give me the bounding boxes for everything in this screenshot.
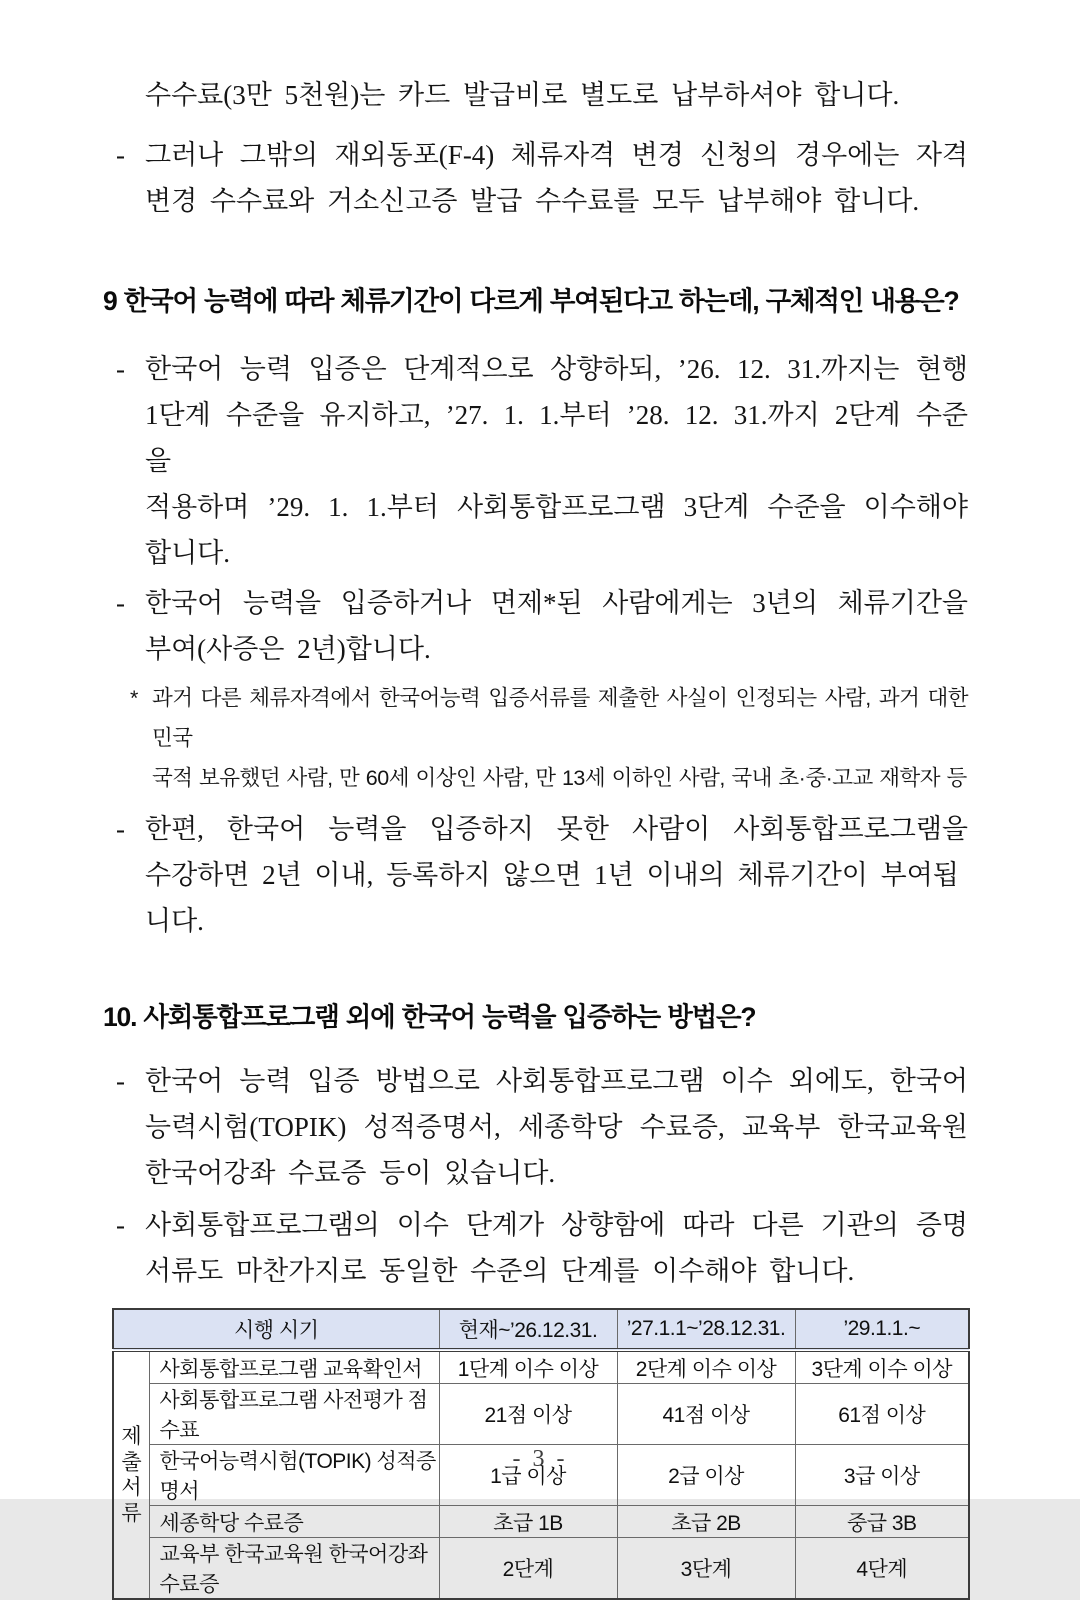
value-cell: 61점 이상 — [795, 1384, 969, 1445]
value-cell: 중급 3B — [795, 1506, 969, 1538]
value-cell: 4단계 — [795, 1538, 969, 1600]
paragraph-line: 부여(사증은 2년)합니다. — [145, 634, 431, 664]
q10-bullet-2 — [112, 1202, 968, 1294]
paragraph-line: 그러나 그밖의 재외동포(F-4) 체류자격 변경 신청의 경우에는 자격 — [145, 140, 968, 170]
header-cell-2029: ’29.1.1.~ — [795, 1309, 969, 1350]
value-cell: 2단계 — [439, 1538, 617, 1600]
value-cell: 초급 1B — [439, 1506, 617, 1538]
value-cell: 41점 이상 — [617, 1384, 795, 1445]
dash-bullet-marker: - — [116, 588, 125, 618]
table-row — [113, 1506, 969, 1538]
table-row — [113, 1538, 969, 1600]
paragraph-line: 서류도 마찬가지로 동일한 수준의 단계를 이수해야 합니다. — [145, 1256, 855, 1286]
value-cell: 1급 이상 — [439, 1445, 617, 1506]
asterisk-footnote-marker: * — [130, 686, 138, 710]
value-cell: 3단계 — [617, 1538, 795, 1600]
paragraph-line: 능력시험(TOPIK) 성적증명서, 세종학당 수료증, 교육부 한국교육원 — [145, 1112, 968, 1142]
paragraph-line: 한국어 능력 입증 방법으로 사회통합프로그램 이수 외에도, 한국어 — [145, 1066, 968, 1096]
document-name-cell: 사회통합프로그램 사전평가 점수표 — [149, 1384, 439, 1445]
value-cell: 1단계 이수 이상 — [439, 1350, 617, 1384]
header-cell-2027-2028: ’27.1.1~’28.12.31. — [617, 1309, 795, 1350]
value-cell: 3단계 이수 이상 — [795, 1350, 969, 1384]
footnote-line: 과거 다른 체류자격에서 한국어능력 입증서류를 제출한 사실이 인정되는 사람, 과거 대한민국 — [152, 686, 968, 750]
dash-bullet-marker: - — [116, 354, 125, 384]
paragraph-line: 적용하며 ’29. 1. 1.부터 사회통합프로그램 3단계 수준을 이수해야 — [145, 492, 968, 522]
side-label-char: 제 — [121, 1425, 142, 1448]
paragraph-line: 수수료(3만 5천원)는 카드 발급비로 별도로 납부하셔야 합니다. — [145, 80, 900, 110]
document-name-cell: 교육부 한국교육원 한국어강좌 수료증 — [149, 1538, 439, 1600]
table-header-row — [113, 1309, 969, 1350]
side-label-char: 출 — [121, 1450, 142, 1474]
intro-bullet — [112, 132, 968, 224]
header-cell-current: 현재~’26.12.31. — [439, 1309, 617, 1350]
q10-bullet-1 — [112, 1058, 968, 1196]
q9-bullet-3 — [112, 806, 968, 944]
q9-bullet-1 — [112, 346, 968, 576]
dash-bullet-marker: - — [116, 814, 125, 844]
document-name-cell: 한국어능력시험(TOPIK) 성적증명서 — [149, 1445, 439, 1506]
value-cell: 초급 2B — [617, 1506, 795, 1538]
paragraph-line: 한국어 능력 입증은 단계적으로 상향하되, ’26. 12. 31.까지는 현행 — [145, 354, 968, 384]
paragraph-line: 한편, 한국어 능력을 입증하지 못한 사람이 사회통합프로그램을 — [145, 814, 968, 844]
paragraph-line: 수강하면 2년 이내, 등록하지 않으면 1년 이내의 체류기간이 부여됩니다. — [145, 860, 959, 936]
dash-bullet-marker: - — [116, 1210, 125, 1240]
dash-bullet-marker: - — [116, 1066, 125, 1096]
document-name-cell: 세종학당 수료증 — [149, 1506, 439, 1538]
value-cell: 2급 이상 — [617, 1445, 795, 1506]
value-cell: 3급 이상 — [795, 1445, 969, 1506]
side-label-char: 서 — [121, 1476, 142, 1499]
q9-footnote — [112, 678, 968, 798]
side-label-submission-documents — [113, 1350, 149, 1599]
page-number: - 3 - — [512, 1446, 568, 1472]
paragraph-line: 합니다. — [145, 538, 230, 568]
question-10-heading: 10. 사회통합프로그램 외에 한국어 능력을 입증하는 방법은? — [103, 1002, 756, 1032]
paragraph-line: 1단계 수준을 유지하고, ’27. 1. 1.부터 ’28. 12. 31.까지 2단계 수준을 — [145, 400, 968, 476]
paragraph-line: 한국어강좌 수료증 등이 있습니다. — [145, 1158, 556, 1188]
intro-continuation-paragraph — [112, 72, 968, 118]
footnote-line: 국적 보유했던 사람, 만 60세 이상인 사람, 만 13세 이하인 사람, 국내 초·중·고교 재학자 등 — [152, 766, 967, 790]
document-name-cell: 사회통합프로그램 교육확인서 — [149, 1350, 439, 1384]
value-cell: 21점 이상 — [439, 1384, 617, 1445]
table-row — [113, 1350, 969, 1384]
table-row — [113, 1384, 969, 1445]
q9-bullet-2 — [112, 580, 968, 672]
paragraph-line: 변경 수수료와 거소신고증 발급 수수료를 모두 납부해야 합니다. — [145, 186, 920, 216]
paragraph-line: 사회통합프로그램의 이수 단계가 상향함에 따라 다른 기관의 증명 — [145, 1210, 968, 1240]
side-label-char: 류 — [121, 1501, 142, 1525]
paragraph-line: 한국어 능력을 입증하거나 면제*된 사람에게는 3년의 체류기간을 — [145, 588, 968, 618]
value-cell: 2단계 이수 이상 — [617, 1350, 795, 1384]
dash-bullet-marker: - — [116, 140, 125, 170]
question-9-heading: 9 한국어 능력에 따라 체류기간이 다르게 부여된다고 하는데, 구체적인 내용은? — [103, 286, 959, 316]
header-cell-period: 시행 시기 — [113, 1309, 439, 1350]
